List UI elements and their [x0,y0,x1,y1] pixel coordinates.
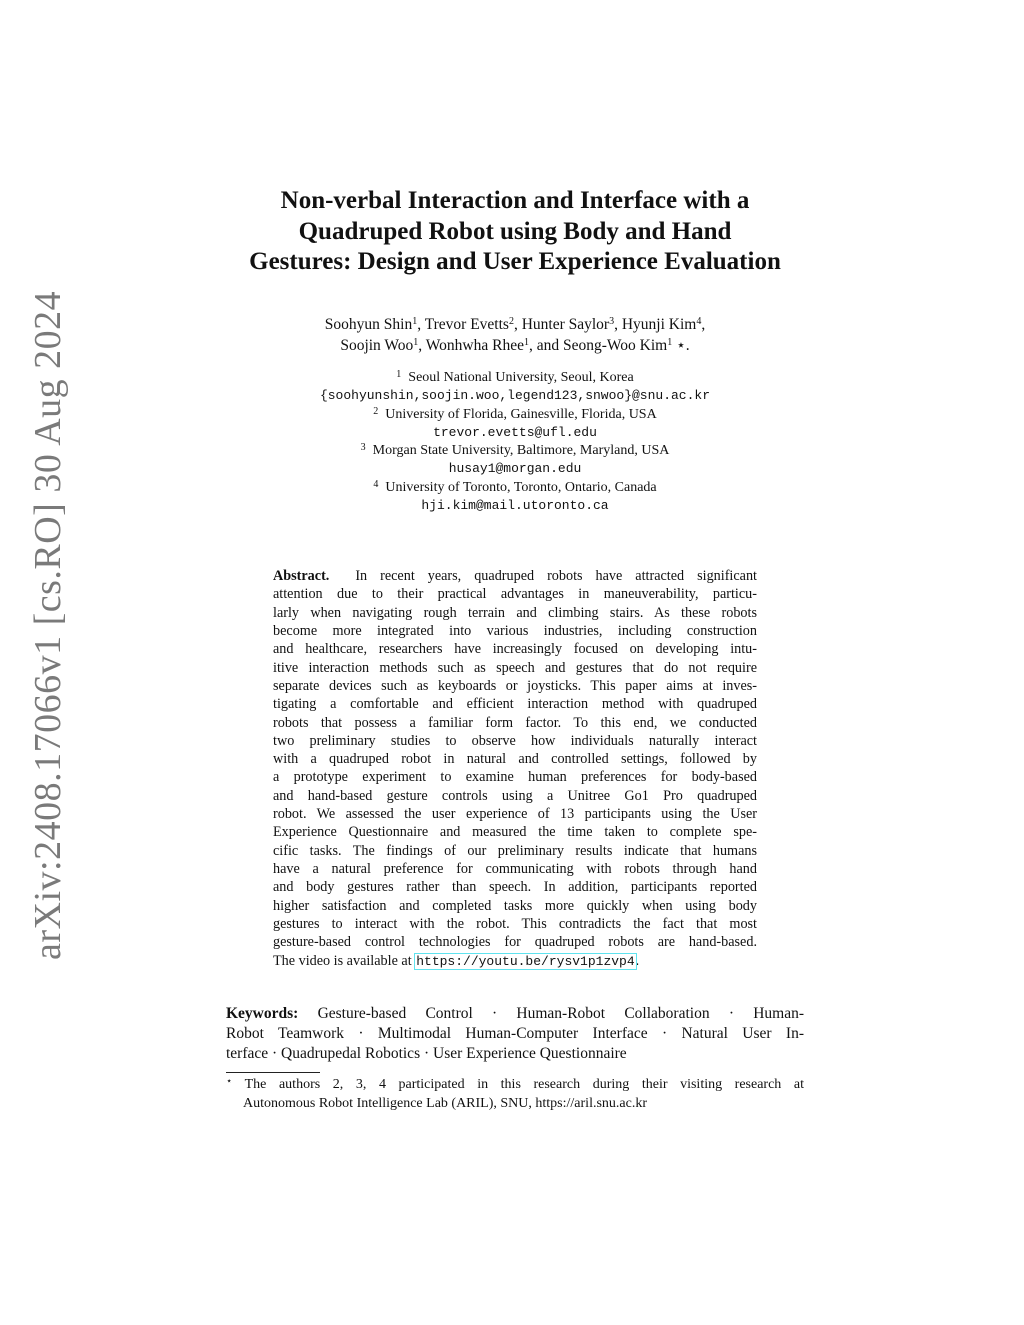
author-affil-mark: 1 [667,337,673,348]
author-affil-mark: 2 [508,316,514,327]
affiliation-list [212,369,818,515]
footnote-line [226,1076,804,1095]
footnote-text: The authors 2, 3, 4 participated in this research during their visiting research at [244,1077,805,1092]
affiliation-text: Morgan State University, Baltimore, Maryland, USA [372,443,670,459]
author-name: Hunter Saylor [521,316,610,333]
affiliation-text: University of Toronto, Toronto, Ontario, Canada [385,479,657,495]
abstract-line: tigating a comfortable and efficient interaction method with quadruped [273,696,757,713]
footnote-line: Autonomous Robot Intelligence Lab (ARIL), SNU, https://aril.snu.ac.kr [243,1095,647,1111]
abstract-line: cific tasks. The findings of our preliminary results indicate that humans [273,842,757,859]
author-separator: , [513,316,522,333]
abstract-label: Abstract. [273,568,330,584]
paper-title [212,186,818,278]
title-line: Non-verbal Interaction and Interface with a [280,187,750,214]
author-affil-mark: 1 [412,316,418,327]
affiliation-name [212,442,818,460]
keywords-text: Gesture-based Control · Human-Robot Collaboration · Human- [317,1005,804,1022]
abstract-line: and healthcare, researchers have increasingly focused on developing intu- [273,641,757,658]
footnote-rule [226,1072,320,1073]
affiliation-number: 3 [360,442,366,454]
author-affil-mark: 4 [696,316,702,327]
author-line [212,314,818,335]
keywords-line: Robot Teamwork · Multimodal Human-Computer Interface · Natural User In- [226,1025,804,1042]
abstract-line: gesture-based control technologies for quadruped robots are hand-based. [273,934,757,951]
abstract-line: attention due to their practical advantages in maneuverability, particu- [273,586,757,603]
affiliation-name [212,406,818,424]
author-separator: , [614,316,622,333]
abstract-line: and body gestures rather than speech. In addition, participants reported [273,879,757,896]
arxiv-identifier-stamp: arXiv:2408.17066v1 [cs.RO] 30 Aug 2024 [27,290,69,960]
abstract-line: Experience Questionnaire and measured the time taken to complete spe- [273,824,757,841]
abstract-line [273,567,757,585]
title-line: Quadruped Robot using Body and Hand [298,217,732,245]
author-separator: , [418,337,426,354]
author-separator: , and [528,337,563,354]
author-separator: , [701,316,706,333]
title-line: Gestures: Design and User Experience Evaluation [249,248,781,275]
author-line [212,335,818,356]
abstract [273,567,757,970]
abstract-line: larly when navigating rough terrain and climbing stairs. As these robots [273,604,757,621]
author-affil-mark: 3 [609,316,615,327]
author-name: Seong-Woo Kim [562,337,668,354]
keywords-label: Keywords: [226,1005,299,1022]
author-name: Wonhwha Rhee [425,337,524,354]
author-name: Hyunji Kim [621,316,697,333]
abstract-line: gestures to interact with the robot. This contradicts the fact that most [273,915,757,932]
author-affil-mark: 1 [523,337,529,348]
author-affil-mark: 1 [413,337,419,348]
author-separator: ⋆. [672,337,690,354]
affiliation-name [212,369,818,387]
affiliation-number: 2 [373,405,379,417]
abstract-line: two preliminary studies to observe how individuals naturally interact [273,732,757,749]
abstract-line: have a natural preference for communicating with robots through hand [273,861,757,877]
video-link[interactable]: https://youtu.be/rysv1p1zvp4 [416,953,635,969]
author-separator: , [417,316,425,333]
affiliation-email: husay1@morgan.edu [448,461,582,477]
affiliation-text: Seoul National University, Seoul, Korea [408,370,634,385]
footnote [226,1076,804,1113]
abstract-line: a prototype experiment to examine human preferences for body-based [273,769,757,786]
affiliation-text: University of Florida, Gainesville, Florida, USA [385,406,657,422]
abstract-line: robot. We assessed the user experience of 13 participants using the User [273,806,757,823]
affiliation-number: 1 [396,369,402,380]
affiliation-email: {soohyunshin,soojin.woo,legend123,snwoo}@snu.ac.kr [319,388,711,404]
abstract-line: with a quadruped robot in natural and controlled settings, followed by [273,751,757,768]
footnote-mark: ⋆ [226,1076,233,1087]
video-availability-text: The video is available at [273,952,416,969]
affiliation-email: trevor.evetts@ufl.edu [433,424,597,440]
author-name: Soojin Woo [340,337,414,354]
affiliation-email: hji.kim@mail.utoronto.ca [421,498,609,514]
video-suffix: . [635,952,640,969]
keywords-line: terface · Quadrupedal Robotics · User Experience Questionnaire [226,1045,627,1062]
keywords [226,1004,804,1064]
abstract-line [273,952,757,970]
abstract-line: higher satisfaction and completed tasks more quickly when using body [273,897,757,914]
author-list [212,314,818,356]
abstract-line: become more integrated into various industries, including construction [273,622,757,639]
author-name: Trevor Evetts [424,316,509,333]
affiliation-name [212,479,818,497]
affiliation-number: 4 [373,478,379,490]
abstract-line: and hand-based gesture controls using a Unitree Go1 Pro quadruped [273,787,757,804]
abstract-line: robots that possess a familiar form factor. To this end, we conducted [273,714,757,731]
abstract-line: itive interaction methods such as speech and gestures that do not require [273,659,757,676]
abstract-line: separate devices such as keyboards or joysticks. This paper aims at inves- [273,677,757,694]
keywords-line [226,1004,804,1024]
abstract-text: In recent years, quadruped robots have attracted significant [355,568,757,584]
author-name: Soohyun Shin [324,316,413,333]
